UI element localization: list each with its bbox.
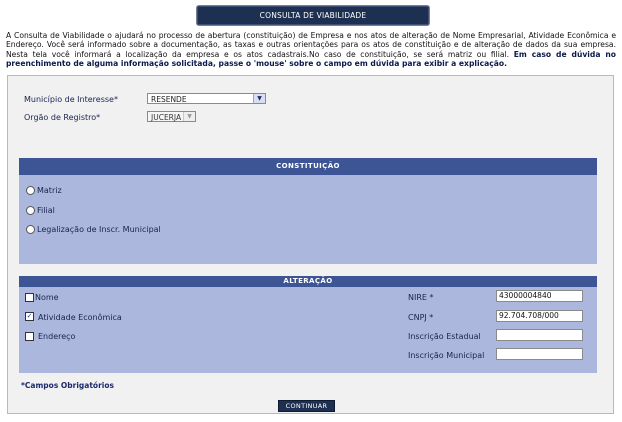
cnpj-label: CNPJ * xyxy=(408,313,434,322)
orgao-value: JUCERJA xyxy=(151,113,182,122)
municipio-label-text: Município de Interesse xyxy=(24,95,114,104)
nire-label: NIRE * xyxy=(408,293,434,302)
municipio-label xyxy=(24,95,118,104)
constituicao-panel xyxy=(19,158,597,264)
option-matriz-label: Matriz xyxy=(37,186,62,195)
option-atividade-label: Atividade Econômica xyxy=(38,313,122,322)
required-fields-note: *Campos Obrigatórios xyxy=(21,381,114,390)
page-title: CONSULTA DE VIABILIDADE xyxy=(196,5,430,26)
option-filial-label: Filial xyxy=(37,206,55,215)
option-endereco-label: Endereço xyxy=(38,332,76,341)
inscricao-municipal-input[interactable] xyxy=(496,348,583,360)
inscricao-municipal-label: Inscrição Municipal xyxy=(408,351,485,360)
checkbox-endereco[interactable] xyxy=(25,332,34,341)
nire-input[interactable]: 43000004840 xyxy=(496,290,583,302)
radio-matriz[interactable] xyxy=(26,186,35,195)
inscricao-estadual-label: Inscrição Estadual xyxy=(408,332,481,341)
checkbox-atividade[interactable] xyxy=(25,312,34,321)
alteracao-header: ALTERAÇÃO xyxy=(19,276,597,287)
checkmark-icon: ✓ xyxy=(26,312,33,320)
chevron-down-icon[interactable]: ▼ xyxy=(253,94,265,103)
continue-button[interactable]: CONTINUAR xyxy=(278,400,335,412)
radio-legalizacao[interactable] xyxy=(26,225,35,234)
municipio-select[interactable] xyxy=(147,93,266,104)
intro-help-note: Em caso de dúvida no preenchimento de alguma informação solicitada, passe o 'mouse' sobre o campo em dúvida para exibir a explicação. xyxy=(6,49,616,68)
orgao-label-text: Orgão de Registro xyxy=(24,113,97,122)
cnpj-input[interactable]: 92.704.708/000 xyxy=(496,310,583,322)
constituicao-header: CONSTITUIÇÃO xyxy=(19,158,597,175)
required-mark: * xyxy=(113,95,118,104)
intro-text xyxy=(6,31,616,68)
radio-filial[interactable] xyxy=(26,206,35,215)
municipio-value: RESENDE xyxy=(151,95,187,104)
option-nome-label: Nome xyxy=(35,293,59,302)
option-legalizacao-label: Legalização de Inscr. Municipal xyxy=(37,225,161,234)
inscricao-estadual-input[interactable] xyxy=(496,329,583,341)
orgao-label xyxy=(24,113,100,122)
intro-paragraph: A Consulta de Viabilidade o ajudará no processo de abertura (constituição) de Empresa e nos atos de alteração de Nome Empresarial, Atividade Econômica e Endereço. Você será informado sobre a documentação, as taxas e outras orientações para os atos de constituição e de alteração de dados da sua empresa. Nesta tela você informará a localização da empresa e os atos cadastrais.No caso de constituição, se será matriz ou filial. xyxy=(6,31,616,59)
checkbox-nome[interactable] xyxy=(25,293,34,302)
required-mark: * xyxy=(96,113,101,122)
orgao-select[interactable] xyxy=(147,111,196,122)
chevron-down-icon[interactable]: ▼ xyxy=(183,112,195,121)
